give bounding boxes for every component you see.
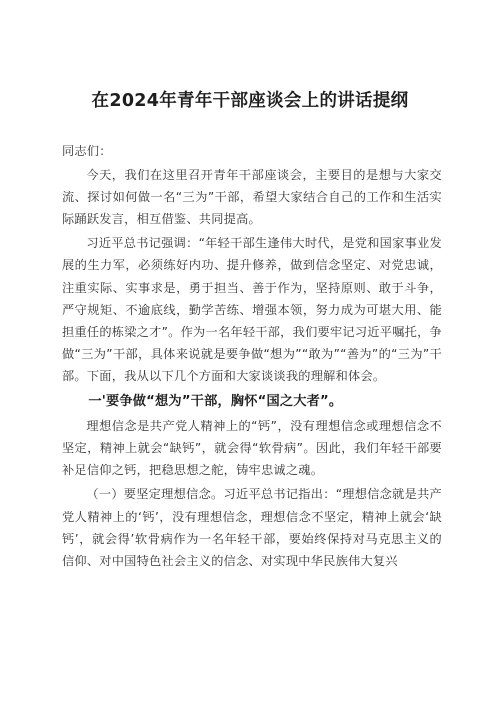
document-title: 在2024年青年干部座谈会上的讲话提纲: [91, 91, 409, 111]
salutation: 同志们：: [62, 144, 112, 158]
section-paragraph-1: 理想信念是共产党人精神上的“钙”，没有理想信念或理想信念不坚定，精神上就会“缺钙”，就会得“软骨病”。因此，我们年轻干部要补足信仰之钙，把稳思想之舵，铸牢忠诚之魂。: [62, 419, 442, 478]
paragraph-intro: 今天，我们在这里召开青年干部座谈会，主要目的是想与大家交流、探讨如何做一名“三为”干部，希望大家结合自己的工作和生活实际踊跃发言，相互借鉴、共同提高。: [62, 168, 442, 227]
paragraph-quote: 习近平总书记强调：“年轻干部生逢伟大时代，是党和国家事业发展的生力军，必须练好内功、提升修养，做到信念坚定、对党忠诚，注重实际、实事求是，勇于担当、善于作为，坚持原则、敢于斗争，严守规矩、不逾底线，勤学苦练、增强本领，努力成为可堪大用、能担重任的栋梁之才”。作为一名年轻干部，我们要牢记习近平嘱托，争做“三为”干部，具体来说就是要争做“想为”“敢为”“善为”的“三为”干部。下面，我从以下几个方面和大家谈谈我的理解和体会。: [62, 236, 442, 383]
document-body: [62, 140, 442, 572]
section-heading: 一'要争做“想为”干部，胸怀“国之大者”。: [88, 394, 343, 410]
section-paragraph-2: （一）要坚定理想信念。习近平总书记指出：“理想信念就是共产党人精神上的‘钙’，没有理想信念，理想信念不坚定，精神上就会‘缺钙’，就会得’软骨病作为一名年轻干部，要始终保持对马克思主义的信仰、对中国特色社会主义的信念、对实现中华民族伟大复兴: [62, 487, 442, 568]
